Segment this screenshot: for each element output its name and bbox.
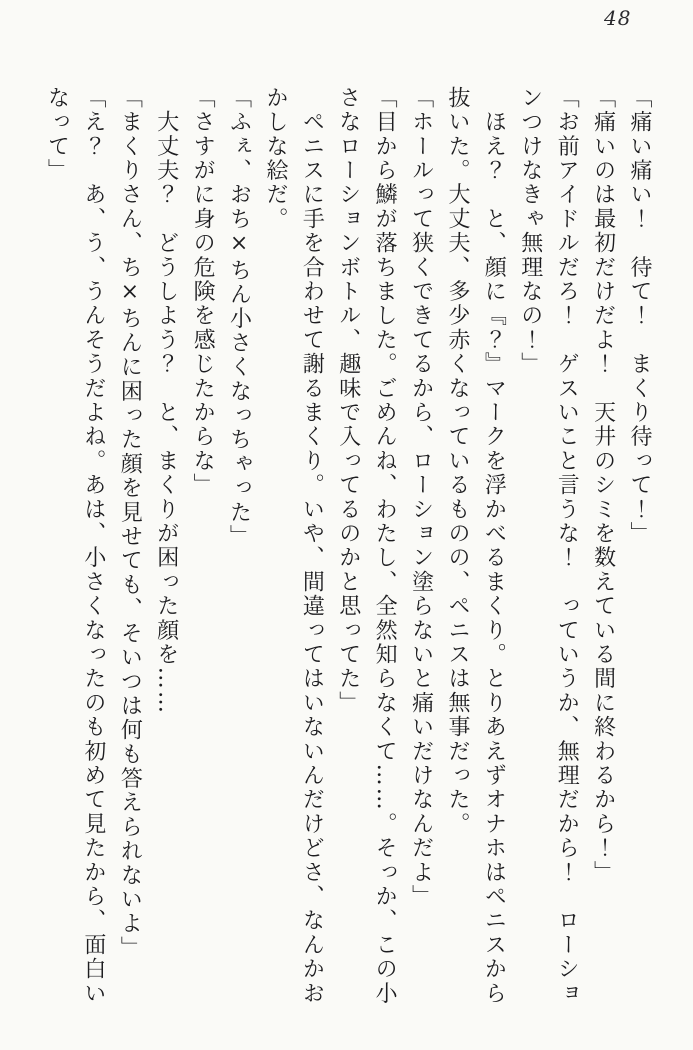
text-line: 抜いた。大丈夫、多少赤くなっているものの、ペニスは無事だった。 [444,86,470,837]
text-line: 「ホールって狭くできてるから、ローション塗らないと痛いだけなんだよ」 [408,86,434,909]
text-line: かしな絵だ。 [262,86,288,232]
text-line: 「え？ あ、う、うんそうだよね。あは、小さくなったのも初めて見たから、面白い [80,86,106,1006]
text-line: ペニスに手を合わせて謝るまくり。いや、間違ってはいないんだけどさ、なんかお [299,86,325,1006]
text-block [38,86,657,1016]
text-line: 「痛い痛い！ 待て！ まくり待って！」 [627,86,652,546]
text-line: 「お前アイドルだろ！ ゲスいこと言うな！ っていうか、無理だから！ ローショ [554,86,580,1006]
text-line: ンつけなきゃ無理なの！」 [517,86,543,377]
text-line: ほえ？ と、顔に『？』マークを浮かべるまくり。とりあえずオナホはペニスから [481,86,507,1006]
text-line: さなローションボトル、趣味で入ってるのかと思ってた」 [335,86,361,716]
page-number: 48 [604,6,632,30]
text-line: 大丈夫？ どうしよう？ と、まくりが困った顔を…… [153,86,179,716]
text-line: 「さすがに身の危険を感じたからな」 [190,86,216,498]
text-line: なって」 [44,86,70,183]
text-line: 「目から鱗が落ちました。ごめんね、わたし、全然知らなくて……。そっか、この小 [372,86,398,1006]
text-line: 「まくりさん、ち×ちんに困った顔を見せても、そいつは何も答えられないよ」 [117,86,143,961]
text-line: 「痛いのは最初だけだよ！ 天井のシミを数えている間に終わるから！」 [590,86,616,885]
text-line: 「ふぇ、おち×ちん小さくなっちゃった」 [226,86,252,549]
